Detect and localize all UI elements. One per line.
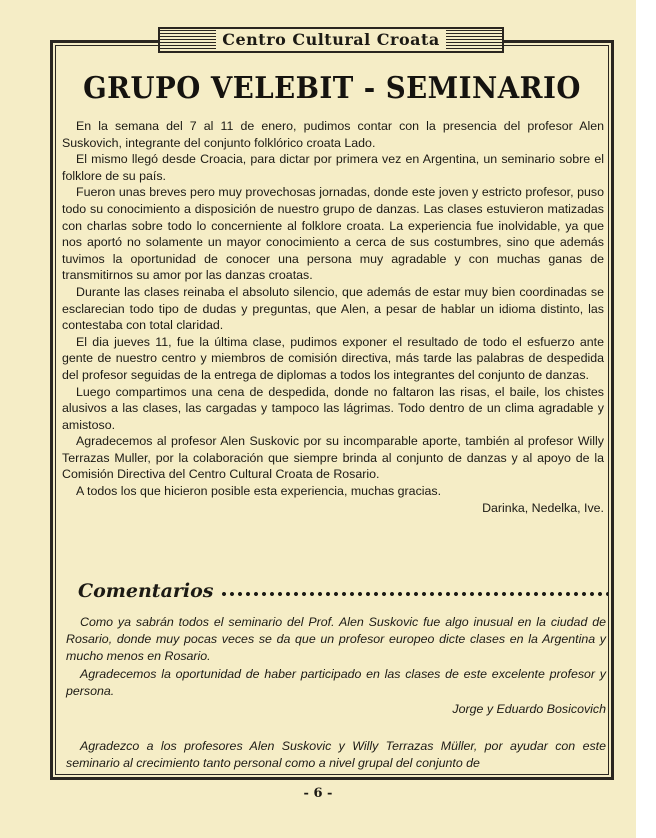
article-paragraph: El mismo llegó desde Croacia, para dictar por primera vez en Argentina, un seminario sobre el folklore de su país. bbox=[62, 152, 604, 183]
article-paragraph: Agradecemos al profesor Alen Suskovic por su incomparable aporte, también al profesor Willy Terrazas Muller, por la colaboración que siempre brinda al conjunto de danzas y al apoyo de la Comisión Directiva del Centro Cultural Croata de Rosario. bbox=[62, 434, 604, 482]
comment-paragraph: Agradecemos la oportunidad de haber participado en las clases de este excelente profesor y persona. bbox=[66, 666, 606, 698]
comments-body bbox=[66, 614, 606, 773]
article-paragraph: Fueron unas breves pero muy provechosas jornadas, donde este joven y estricto profesor, puso todo su conocimiento a disposición de nuestro grupo de danzas. Las clases estuvieron matizadas con charlas sobre todo lo concerniente al folklore croata. La experiencia fue inolvidable, ya que nos aportó no solamente un mayor conocimiento a cerca de sus costumbres, sino que además tuvimos la oportunidad de conocer una persona muy agradable y con muchas ganas de transmitirnos su amor por las danzas croatas. bbox=[62, 185, 604, 283]
page-title: GRUPO VELEBIT - SEMINARIO bbox=[83, 71, 581, 106]
article-signature: Darinka, Nedelka, Ive. bbox=[482, 500, 604, 515]
dotted-leader bbox=[220, 591, 609, 597]
comments-title: Comentarios bbox=[78, 580, 214, 602]
article-paragraph: Luego compartimos una cena de despedida, donde no faltaron las risas, el baile, los chistes alusivos a las clases, las cargadas y tampoco las lágrimas. Todo dentro de un clima agradable y amistoso. bbox=[62, 384, 604, 432]
comments-heading bbox=[78, 578, 608, 604]
header-banner bbox=[158, 27, 504, 53]
article-paragraph: Durante las clases reinaba el absoluto silencio, que además de estar muy bien coordinadas se esclarecian todo tipo de dudas y preguntas, que Alen, a pesar de hablar un idioma distinto, las contestaba con total claridad. bbox=[62, 284, 604, 333]
header-label: Centro Cultural Croata bbox=[216, 30, 445, 49]
comment-paragraph: Como ya sabrán todos el seminario del Prof. Alen Suskovic fue algo inusual en la ciudad de Rosario, donde muy pocas veces se da que un profesor europeo dicte clases en la Argentina y mucho menos en Rosario. bbox=[66, 615, 606, 664]
article-paragraph: En la semana del 7 al 11 de enero, pudimos contar con la presencia del profesor Alen Suskovich, integrante del conjunto folklórico croata Lado. bbox=[62, 119, 604, 150]
comment-paragraph: Agradezco a los profesores Alen Suskovic y Willy Terrazas Müller, por ayudar con este seminario al crecimiento tanto personal como a nivel grupal del conjunto de bbox=[66, 739, 606, 771]
article-paragraph: El dia jueves 11, fue la última clase, pudimos exponer el resultado de todo el esfuerzo ante gente de nuestro centro y miembros de comisión directiva, más tarde las palabras de despedida del profesor seguidas de la entrega de diplomas a todos los integrantes del conjunto de danzas. bbox=[62, 334, 604, 382]
page-edge bbox=[636, 0, 656, 838]
page-number: - 6 - bbox=[303, 786, 333, 801]
article-body bbox=[62, 118, 604, 516]
comment-signature: Jorge y Eduardo Bosicovich bbox=[452, 702, 606, 717]
article-paragraph: A todos los que hicieron posible esta experiencia, muchas gracias. bbox=[76, 484, 442, 499]
